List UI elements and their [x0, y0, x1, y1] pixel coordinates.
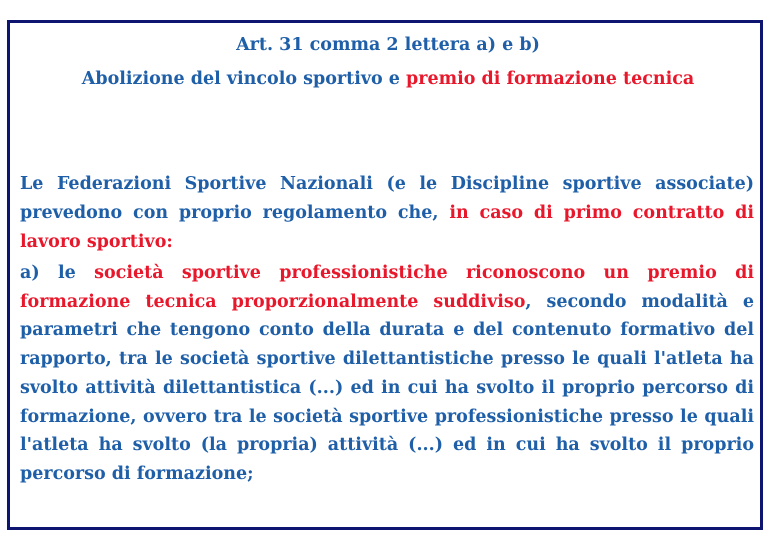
slide-subtitle	[10, 69, 766, 89]
subtitle-part-2-highlight: premio di formazione tecnica	[406, 69, 695, 89]
paragraph-a-part-1: a) le	[20, 263, 95, 283]
slide-frame	[7, 20, 763, 530]
paragraph-intro-highlight: in caso di primo contratto di lavoro sportivo:	[20, 203, 754, 252]
slide-title	[10, 35, 766, 55]
subtitle-part-1: Abolizione del vincolo sportivo e	[81, 69, 407, 89]
paragraph-a-highlight: società sportive professionistiche riconoscono un premio di formazione tecnica proporzionalmente suddiviso	[20, 263, 754, 312]
paragraph-intro-part-1: Le Federazioni Sportive Nazionali (e le Discipline sportive associate) prevedono con proprio regolamento che,	[20, 174, 754, 223]
title-line-1: Art. 31 comma 2 lettera a) e b)	[236, 35, 540, 55]
paragraph-intro	[20, 170, 754, 257]
paragraph-letter-a	[20, 259, 754, 489]
paragraph-a-part-3: , secondo modalità e parametri che tengono conto della durata e del contenuto formativo del rapporto, tra le società sportive dilettantistiche presso le quali l'atleta ha svolto attività dilettantistica (...) ed in cui ha svolto il proprio percorso di formazione, ovvero tra le società sportive professionistiche presso le quali l'atleta ha svolto (la propria) attività (...) ed in cui ha svolto il proprio percorso di formazione;	[20, 291, 755, 484]
